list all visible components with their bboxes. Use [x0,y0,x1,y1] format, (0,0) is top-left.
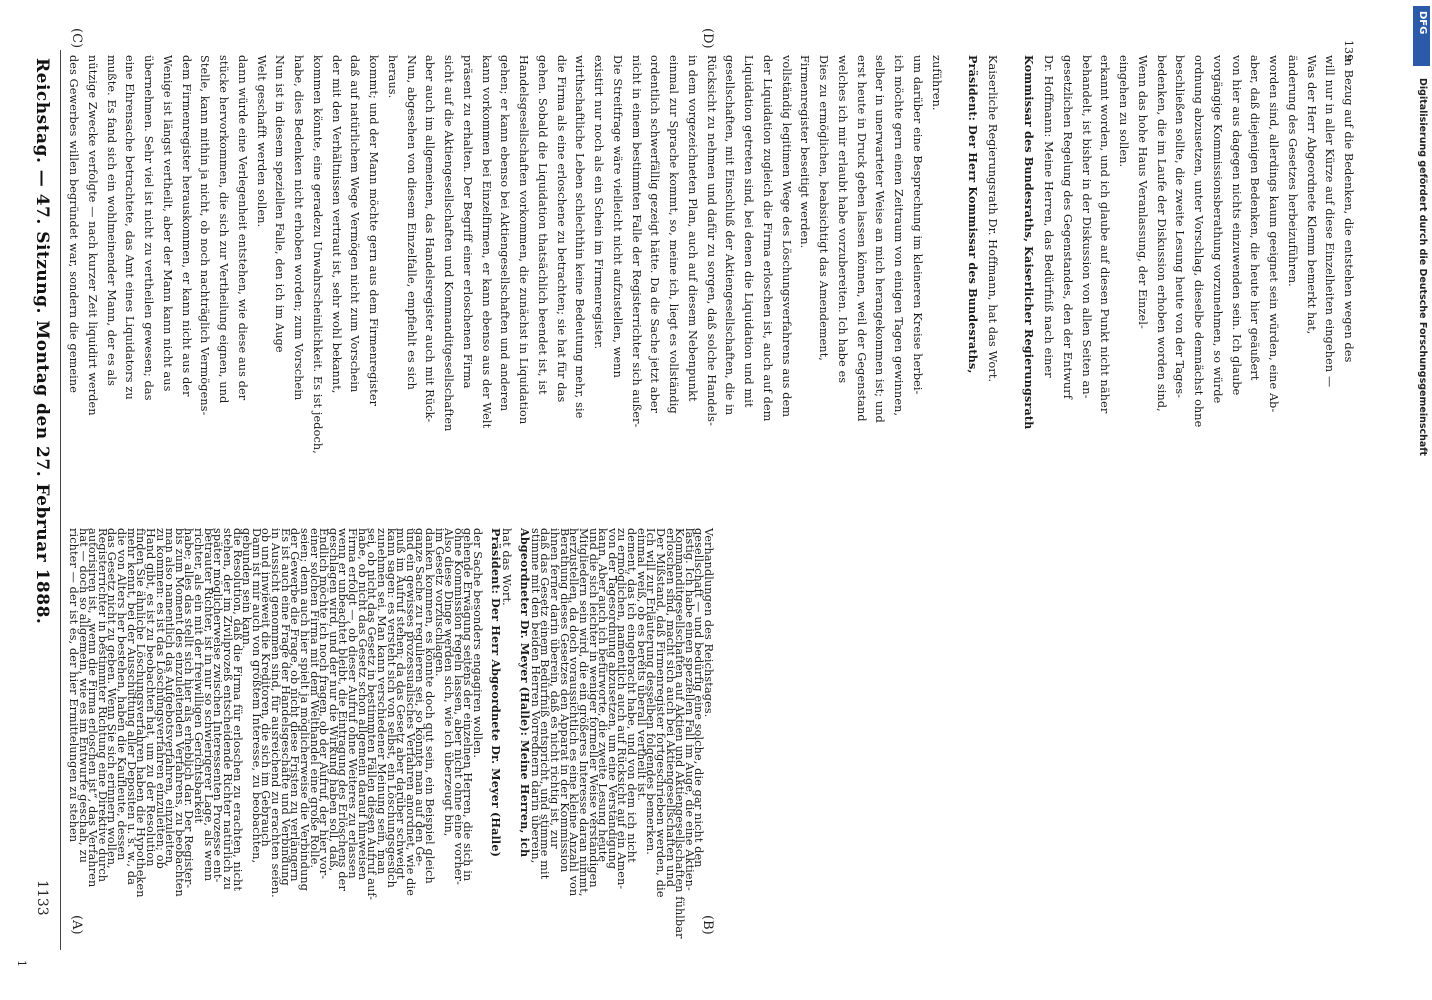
text-line: worden sind, allerdings kaum geeignet sein würden, eine Ab- [1267,55,1280,413]
text-line: Nun ist in diesem speziellen Falle, den ich im Auge [273,55,287,353]
text-line: Dr. Hoffmann: Meine Herren, das Bedürfniß nach einer [1042,55,1055,378]
text-line: der Gewerbe die Frage, ob nicht diese Fristen zu verlängern [288,528,302,882]
text-line: Rücksicht zu nehmen und dafür zu sorgen, daß solche Handels- [704,55,718,427]
text-line: Nun, abgesehen von diesem Einzelfalle, empfiehlt es sich [404,55,418,390]
text-line: Was der Herr Abgeordnete Klemm bemerkt hat, [1304,55,1318,335]
text-line: präsent zu erhalten. Der Begriff einer erloschenen Firma [460,55,474,389]
text-line: dement, das ich eingebracht habe, und von dem ich nicht [625,528,639,863]
text-line: die von Alters her bestehen, haben die Kaufleute, dessen [115,528,129,861]
text-line: in Bezug auf die Bedenken, die entstehen wegen des [1342,55,1355,363]
text-line: hat — doch so allgemein, wie es im Entwurfe geschah, zu [76,528,90,863]
text-line: lästig. Ich habe einen speziellen Fall im Auge, die eine Aktien- [682,528,696,891]
text-line: ohne Kommission regeln lassen, aber nicht ohne eine vorher- [451,528,465,886]
page-number-text: 1133 [34,880,50,916]
text-line: Wenige ist längst vertheilt, aber der Mann kann nicht aus [160,55,174,392]
text-line: Hand gibt, es ist zu beobachten hat, um zu der Resolution [143,528,157,867]
text-line: Der Mißstand, daß Firmenregister fortgeschrieben werden, die [653,528,667,898]
footer-mark [1342,40,1355,61]
text-line: ihnen ferner darin überein, daß es nicht richtig ist, zur [548,528,562,849]
text-line: Kommanditgesellschaften auf Aktien und Aktiengesellschaften fühlbar [673,528,687,939]
text-line: in dem vorgezeichneten Plan, auch auf diesem Nebenpunkt [685,55,699,402]
dfg-logo [1413,6,1430,66]
text-line: um darüber eine Besprechung im kleineren Kreise herbei- [910,55,924,395]
text-line: Verhandlungen des Reichstages. [702,528,715,718]
text-line: erkannt worden, und ich glaube auf diesen Punkt nicht näher [1098,55,1112,414]
text-line: eine Ehrensache betrachtete, das Amt eines Liquidators zu [123,55,137,400]
text-line: die Resolution, daß die Firma für erloschen zu erachten, nicht [230,528,244,892]
margin-mark-d: (D) [700,28,715,49]
text-line: bis zum Moment des einzuleitenden Verfahrens, zu beobachten [172,528,186,897]
text-line: Die Streitfrage wäre vielleicht nicht aufzustellen, wenn [610,55,624,378]
text-line: Ich will zur Erläuterung desselben folgendes bemerken. [644,528,658,856]
text-line: man also namentlich das Aufgebotsverfahren, einzuleiten, [163,528,177,867]
text-line: betrauter Richter, ist in nur so schwierigerer Lage, als wenn [201,528,215,882]
text-line: von der Tagesordnung abzusetzen, um eine Verständigung [605,528,619,870]
text-line: und ein gewisses prozessualisches Verfahren anordnet, wie die [403,528,417,896]
text-line: will nur in aller Kürze auf diese Einzelheiten eingehen — [1323,55,1337,388]
text-line: kann vorkommen bei Einzelfirmen, er kann ebenso aus der Welt [479,55,493,429]
dfg-logo-text: DFG [1417,11,1428,35]
text-line: stehen, der im Zivilprozeß entscheidende Richter natürlich zu [220,528,234,890]
text-line: Kommissar des Bundesraths, Kaiserlicher Regierungsrath [1022,55,1037,430]
text-line: habe, dies Bedenken nicht erhoben worden; zum Vorschein [292,55,305,401]
text-line: Es ist auch eine Frage der Handelsgeschäfte und Verbindung [278,528,292,886]
text-line: Abgeordneter Dr. Meyer (Halle): Meine Herren, ich [518,528,533,858]
text-line: dem Firmenregister herauskommen, er kann nicht aus der [179,55,193,397]
text-line: erloschen sind, macht sich auch bei Aktiengesellschaften und [663,528,677,888]
text-line: stimme mit den beiden Herren Vorrednern darin überein, [528,528,542,864]
text-line: einer solchen Firma mit dem Welthandel eine große Rolle. [307,528,321,869]
text-line: von hier aus dagegen nichts einzuwenden sein. Ich glaube [1229,55,1243,396]
text-line: heraus. [385,55,399,99]
text-line: aber, daß diejenigen Bedenken, die heute hier geäußert [1248,55,1262,381]
text-line: existirt nur noch als ein Schein im Firmenregister. [592,55,605,350]
text-line: ganze Sache zu regulieren sei, so könnte man auf den Ge- [413,528,427,867]
top-mark-text: 1 [15,960,28,967]
text-line: danken kommen, es könnte doch gut sein, ein Beispiel gleich [422,528,436,884]
text-line: richter — der ist es, der hier Ermittelungen zu stehen [67,528,80,843]
text-line: muß im Aufruf stehen; da das Gesetz aber darüber schweigt [394,528,408,880]
text-line: ob und inwieweit die Kreditoren, die sich im Gebrauch [259,528,273,847]
page-header [32,58,52,624]
text-line: beschließen sollte, die zweite Lesung heute von der Tages- [1173,55,1187,399]
text-line: hat das Wort. [499,528,513,606]
text-line: Dies zu ermöglichen, beabsichtigt das Amendement, [817,55,830,362]
text-line: zuführen. [929,55,943,111]
text-line: gehende Erwägung seitens der einzelnen Herren, die sich in [461,528,475,882]
text-line: Welt geschafft werden sollen. [254,55,268,228]
text-line: Kaiserliche Regierungsrath Dr. Hoffmann, hat das Wort. [985,55,999,383]
text-line: richter, als ein mit der freiwilligen Gerichtsbarkeit [192,528,206,824]
text-line: bedenken, die im Laufe der Diskussion erhoben worden sind, [1154,55,1168,412]
text-line: später möglicherweise zwischen Interessenten Prozesse ent- [211,528,225,883]
text-line: kann. Aber auch ich befürworte, die zweite Lesung heute [596,528,610,863]
text-line: sei, ob nicht das Gesetz in bestimmten Fällen diesen Aufruf auf- [365,528,379,901]
text-line: einmal weiß, ob es bereits überall vertheilt ist. [634,528,648,801]
text-line: ordentlich schwerfällig gezeigt hätte. Da die Sache jetzt aber [648,55,662,414]
margin-mark-a: (A) [69,915,84,935]
text-line: und die sich leichter in weniger formeller Weise verständigen [586,528,600,888]
margin-mark-c: (C) [69,28,84,49]
text-line: die Firma als eine erloschene zu betrachten; sie hat für das [554,55,568,403]
text-line: daß das Gesetz einem Bedürfniß entspricht, und stimme mit [538,528,552,880]
margin-mark-b: (B) [700,915,715,935]
header-rule [60,50,61,950]
text-line: gebunden sein kann. [240,528,254,649]
text-line: Berathung dieses Gesetzes den Apparat in der Kommission [557,528,571,873]
text-line: vollständig legitimen Wege des Löschungsverfahrens aus dem [779,55,793,418]
text-line: gehen; er kann ebenso bei Aktiengesellschaften und anderen [498,55,512,412]
page-number [34,880,50,916]
text-line: erst heute in Druck geben lassen können, weil der Gegenstand [854,55,868,422]
text-line: gesetzlichen Regelung des Gegenstandes, den der Entwurf [1060,55,1074,400]
text-line: mußte. Es fand sich ein wohlmeinender Mann, der es als [104,55,118,386]
text-line: daß auf natürlichem Wege Vermögen nicht zum Vorschein [348,55,362,393]
digitization-note [1417,78,1428,456]
text-line: geschlagen wird, und der nur die Wirkung haben soll, daß, [326,528,340,872]
text-line: dann würde eine Verlegenheit entstehen, wie diese aus der [235,55,249,401]
text-line: welches ich mir erlaubt habe vorzubereiten. Ich habe es [835,55,849,384]
text-line: wenn er unbeachtet bleibt, die Eintragung des Erlöschens der [336,528,350,891]
text-line: zunehmen sei. Man kann verschiedener Meinung sein, man [374,528,388,875]
text-line: zu ermöglichen, namentlich auch auf Rücksicht auf ein Amen- [615,528,629,890]
text-line: Endlich möchte ich noch fragen, ob der Aufruf, der hier vor- [317,528,331,880]
text-line: änderung des Gesetzes herbeizuführen. [1285,55,1299,287]
text-line: kommt; und der Mann möchte gern aus dem Firmenregister [367,55,380,407]
text-line: aber auch im allgemeinen, das Handelsregister auch mit Rück- [423,55,437,423]
top-mark [15,960,28,967]
text-line: mehr kennt, bei der Ausschüttung aller Depositen u. s. w., da [124,528,138,886]
text-line: Dann ist mir auch von größtem Interesse, zu beobachten, [249,528,263,864]
text-line: Also diese Dinge werden sich, wie ich überzeugt bin, [442,528,456,837]
text-line: einmal zur Sprache kommt, so, meine ich, liegt es vollständig [667,55,680,414]
text-line: wirthschaftliche Leben schlechthin keine Bedeutung mehr, sie [573,55,587,419]
text-line: Mitgliedern sein wird, die ein größeres Interesse daran nimmt, [576,528,590,897]
text-line: Handelsgesellschaften vorkommen, die zunächst in Liquidation [517,55,530,425]
text-line: im Gesetz vorzuschlagen. [432,528,446,677]
text-line: in Aussicht genommen sind, für ausreichend zu erachten seien. [269,528,283,898]
text-line: gesellschaften, mit Einschluß der Aktiengesellschaften, die in [723,55,737,416]
text-line: finden Sie ähnliche Löschungsverfahren haben die Hypotheken [134,528,148,898]
text-line: autorisiren ist, „wenn die Firma erloschen ist“, das Verfahren [86,528,100,888]
text-line: habe, ob nicht das Gesetz schon allgemein darauf hinweisen [355,528,369,881]
text-line: habe; alles das stellt sich hier als erheblich dar. Der Register- [182,528,196,889]
text-line: eingehen zu sollen. [1117,55,1130,168]
text-line: Präsident: Der Herr Kommissar des Bundesraths, [966,55,980,374]
text-line: ich möchte gern einen Zeitraum von einigen Tagen gewinnen, [892,55,905,417]
header-title: Reichstag. — 47. Sitzung. Montag den 27. Februar 1888. [32,58,52,625]
text-line: der mit den Verhältnissen vertraut ist, sehr wohl bekannt, [329,55,343,394]
text-line: behandelt, ist bisher in der Diskussion von allen Seiten an- [1079,55,1093,399]
text-line: nützige Zwecke verfolgte — nach kurzer Zeit liquidirt werden [85,55,99,416]
text-line: kann sagen: es versteht sich von selbst, ein Löschungsgesuch [384,528,398,888]
text-line: seien; denn auch hier spielt ja möglicherweise die Verbindung [297,528,311,892]
text-line: gesellschaft — und bedürfig eine solche, die gar nicht den [692,528,706,868]
text-line: Firmenregister beseitigt werden. [798,55,812,249]
text-line: übernehmen. Sehr viel ist nicht zu vertheilen gewesen; das [142,55,155,401]
text-line: herzustellen, da doch voraussichtlich es eine kleine Anzahl von [567,528,581,897]
text-line: zu kommen: es ist das Löschungsverfahren einzuleiten; ob [153,528,167,869]
footer-mark-text: 139 [1342,40,1355,61]
text-line: vorgängige Kommissionsberathung vorzunehmen, so würde [1210,55,1224,404]
text-line: des Gewerbes willen begründet war, sondern die gemeine [67,55,80,393]
text-line: Wenn das hohe Haus Veranlassung, der Einzel- [1135,55,1149,329]
text-line: der Sache besonders engagiren wollen. [471,528,485,759]
text-line: selber in unerwarteter Weise an mich herangekommen ist; und [873,55,887,423]
text-line: der Liquidation zugleich die Firma erloschen ist, auch auf dem [760,55,774,422]
text-line: kommen könnte, eine geradezu Unwahrscheinlichkeit. Es ist jedoch, [310,55,324,454]
digitization-note-text: Digitalisierung gefördert durch die Deutsche Forschungsgemeinschaft [1417,78,1428,456]
text-line: nicht in einem bestimmten Falle der Registerrichter sich außer- [629,55,643,428]
text-line: Präsident: Der Herr Abgeordnete Dr. Meyer (Halle) [489,528,504,858]
text-line: Registerrichter in bestimmter Richtung eine Direktive durch [95,528,109,883]
text-line: Firma erfolgt —, ob dieser Aufruf ohne Weiteres zu erlassen [346,528,359,879]
text-line: sicht auf die Aktiengesellschaften und Kommanditgesellschaften [442,55,455,432]
text-line: Stelle, kann mithin ja nicht, ob noch nachträglich Vermögens- [198,55,212,416]
text-line: stücke hervorkommen, die sich zur Vertheilung eignen, und [217,55,230,404]
text-line: das Gesetz nicht zu geben. Wenn Sie sich erinnern wollen, [105,528,119,869]
text-line: ordnung abzusetzen, unter Vorschlag, dieselbe demnächst ohne [1192,55,1205,428]
text-line: Liquidation getreten sind, bei denen die Liquidation und mit [742,55,755,408]
text-line: gehen. Sobald die Liquidation thatsächlich beendet ist, ist [535,55,549,395]
